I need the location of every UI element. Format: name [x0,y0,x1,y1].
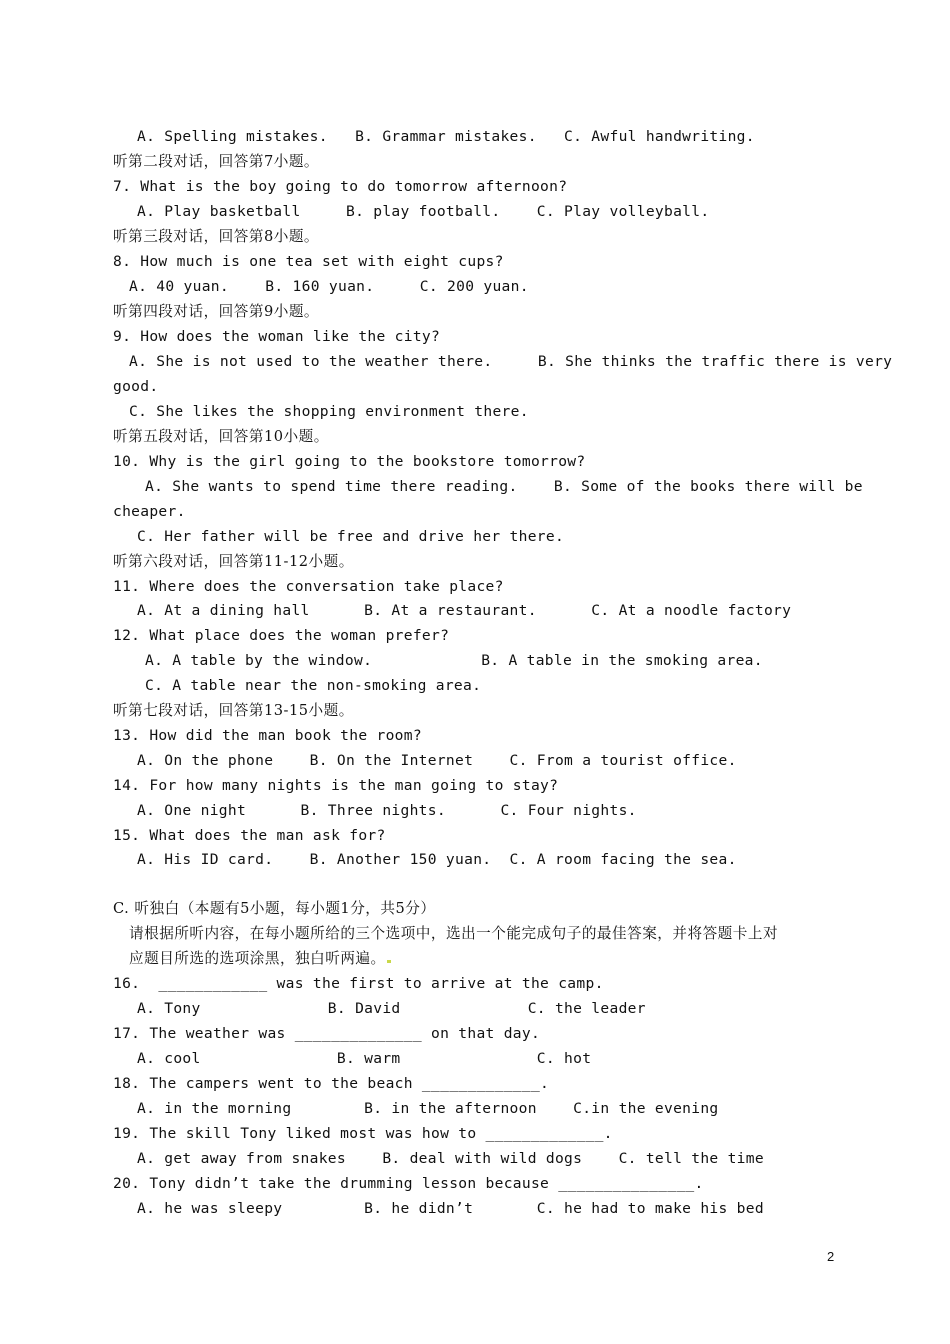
q10-options-ab-wrap: cheaper. [113,503,186,520]
q9-options-ab: A. She is not used to the weather there. B. She thinks the traffic there is very [129,353,893,370]
q16-options: A. Tony B. David C. the leader [137,1000,646,1017]
question-13: 13. How did the man book the room? [113,727,422,744]
section-heading-dialogue-3: 听第三段对话，回答第8小题。 [113,228,320,245]
q20-options: A. he was sleepy B. he didn’t C. he had to make his bed [137,1200,764,1217]
question-18: 18. The campers went to the beach _____________. [113,1075,550,1092]
question-20: 20. Tony didn’t take the drumming lesson because _______________. [113,1175,704,1192]
section-heading-dialogue-4: 听第四段对话，回答第9小题。 [113,303,320,320]
q12-option-c: C. A table near the non-smoking area. [145,677,482,694]
page-number: 2 [827,1249,835,1264]
q9-options-ab-wrap: good. [113,378,159,395]
q15-options: A. His ID card. B. Another 150 yuan. C. A room facing the sea. [137,851,737,868]
section-c-instructions: 请根据所听内容，在每小题所给的三个选项中，选出一个能完成句子的最佳答案，并将答题卡上对 [129,925,779,942]
q10-option-c: C. Her father will be free and drive her there. [137,528,565,545]
question-12: 12. What place does the woman prefer? [113,627,450,644]
q17-options: A. cool B. warm C. hot [137,1050,592,1067]
section-c-heading: C. 听独白（本题有5小题，每小题1分，共5分） [113,900,436,917]
question-7: 7. What is the boy going to do tomorrow afternoon? [113,178,568,195]
section-heading-dialogue-5: 听第五段对话，回答第10小题。 [113,428,329,445]
section-heading-dialogue-6: 听第六段对话，回答第11-12小题。 [113,553,354,570]
q8-options: A. 40 yuan. B. 160 yuan. C. 200 yuan. [129,278,529,295]
question-16: 16. ____________ was the first to arrive at the camp. [113,975,604,992]
question-19: 19. The skill Tony liked most was how to _____________. [113,1125,613,1142]
question-8: 8. How much is one tea set with eight cups? [113,253,504,270]
highlight-mark [387,960,391,963]
question-9: 9. How does the woman like the city? [113,328,441,345]
q19-options: A. get away from snakes B. deal with wild dogs C. tell the time [137,1150,764,1167]
q6-options: A. Spelling mistakes. B. Grammar mistakes. C. Awful handwriting. [137,128,755,145]
section-c-instructions-cont: 应题目所选的选项涂黑，独白听两遍。 [129,949,391,969]
question-14: 14. For how many nights is the man going to stay? [113,777,559,794]
q11-options: A. At a dining hall B. At a restaurant. C. At a noodle factory [137,602,792,619]
q18-options: A. in the morning B. in the afternoon C.in the evening [137,1100,719,1117]
question-17: 17. The weather was ______________ on that day. [113,1025,541,1042]
question-11: 11. Where does the conversation take place? [113,578,504,595]
section-heading-dialogue-2: 听第二段对话，回答第7小题。 [113,153,320,170]
question-15: 15. What does the man ask for? [113,827,386,844]
q13-options: A. On the phone B. On the Internet C. From a tourist office. [137,752,737,769]
q12-options-ab: A. A table by the window. B. A table in the smoking area. [145,652,763,669]
q10-options-ab: A. She wants to spend time there reading. B. Some of the books there will be [145,478,863,495]
section-heading-dialogue-7: 听第七段对话，回答第13-15小题。 [113,702,354,719]
q9-option-c: C. She likes the shopping environment there. [129,403,529,420]
q14-options: A. One night B. Three nights. C. Four nights. [137,802,637,819]
question-10: 10. Why is the girl going to the bookstore tomorrow? [113,453,586,470]
q7-options: A. Play basketball B. play football. C. Play volleyball. [137,203,710,220]
